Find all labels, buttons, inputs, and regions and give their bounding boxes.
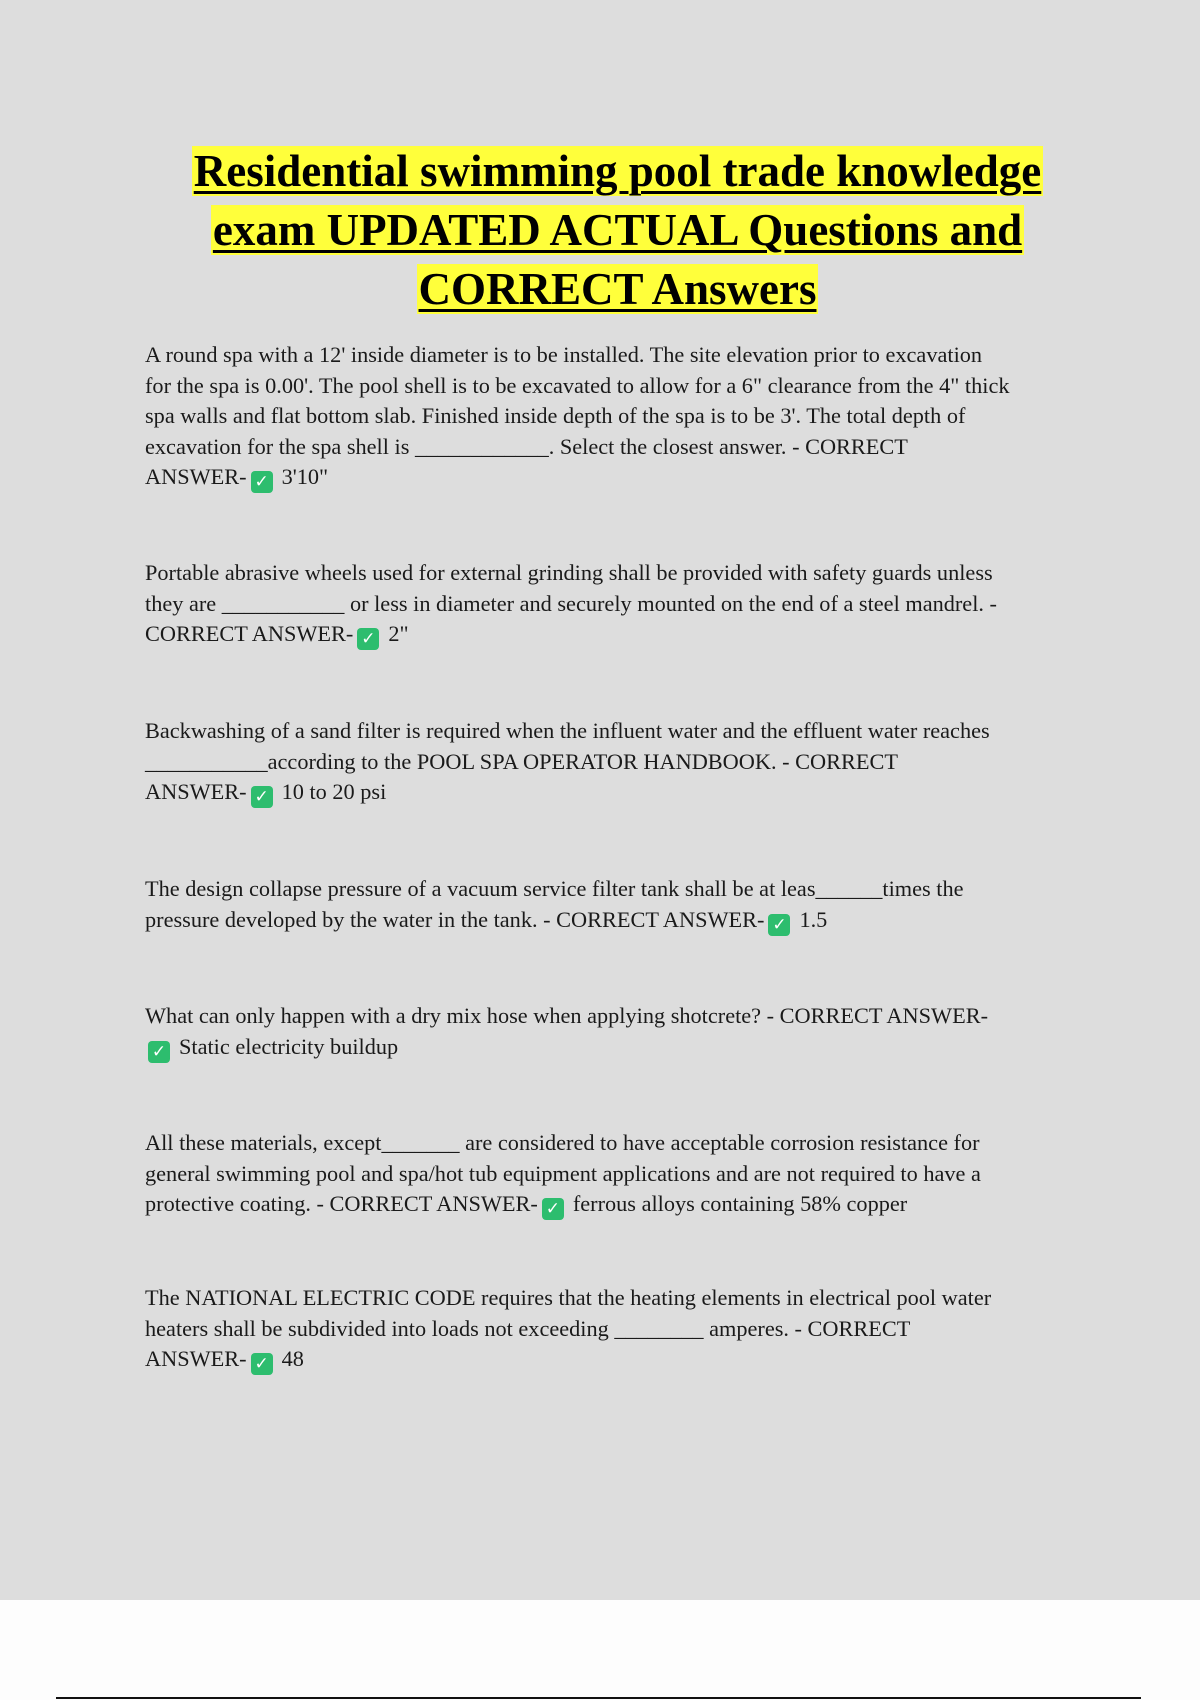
- question-line: All these materials, except_______ are considered to have acceptable corrosion resistance for: [145, 1130, 980, 1155]
- question-line: ___________according to the POOL SPA OPERATOR HANDBOOK. - CORRECT: [145, 748, 898, 774]
- qa-item-2: [145, 558, 1095, 650]
- answer-line: [145, 905, 1095, 936]
- answer-line: [145, 777, 1095, 808]
- page-footer-area: [0, 1600, 1200, 1700]
- footer-divider: [56, 1697, 1141, 1699]
- qa-item-6: [145, 1128, 1095, 1220]
- answer-line: [145, 1032, 1095, 1063]
- question-line: What can only happen with a dry mix hose when applying shotcrete? - CORRECT ANSWER-: [145, 1003, 988, 1028]
- answer-line: [145, 1189, 1095, 1220]
- question-line: Portable abrasive wheels used for external grinding shall be provided with safety guards unless: [145, 560, 993, 585]
- answer-text: 3'10": [281, 464, 329, 489]
- question-line: A round spa with a 12' inside diameter is to be installed. The site elevation prior to excavation: [145, 342, 983, 367]
- question-line: excavation for the spa shell is ____________. Select the closest answer. - CORRECT: [145, 433, 908, 459]
- title-line-1: Residential swimming pool trade knowledge: [193, 146, 1042, 196]
- question-line: they are ___________ or less in diameter and securely mounted on the end of a steel mandrel. -: [145, 590, 997, 616]
- question-line: The NATIONAL ELECTRIC CODE requires that the heating elements in electrical pool water: [145, 1285, 992, 1310]
- check-icon: ✓: [251, 471, 273, 493]
- answer-text: 10 to 20 psi: [281, 779, 387, 804]
- check-icon: ✓: [542, 1198, 564, 1220]
- qa-item-4: [145, 874, 1095, 936]
- answer-prefix: CORRECT ANSWER-: [145, 621, 354, 646]
- qa-item-7: [145, 1283, 1095, 1375]
- question-line: Backwashing of a sand filter is required when the influent water and the effluent water reaches: [145, 718, 990, 743]
- question-line: The design collapse pressure of a vacuum service filter tank shall be at leas______times the: [145, 876, 964, 901]
- check-icon: ✓: [251, 1353, 273, 1375]
- check-icon: ✓: [251, 786, 273, 808]
- answer-line: [145, 619, 1095, 650]
- qa-item-3: [145, 716, 1095, 808]
- answer-prefix: pressure developed by the water in the tank. - CORRECT ANSWER-: [145, 906, 765, 932]
- answer-prefix: protective coating. - CORRECT ANSWER-: [145, 1191, 538, 1216]
- check-icon: ✓: [148, 1041, 170, 1063]
- answer-prefix: ANSWER-: [145, 779, 247, 804]
- answer-prefix: ANSWER-: [145, 464, 247, 489]
- title-line-3: CORRECT Answers: [418, 264, 817, 314]
- answer-text: ferrous alloys containing 58% copper: [572, 1191, 908, 1216]
- check-icon: ✓: [357, 628, 379, 650]
- question-line: spa walls and flat bottom slab. Finished inside depth of the spa is to be 3'. The total depth of: [145, 403, 966, 428]
- answer-line: [145, 462, 1095, 493]
- answer-text: 1.5: [799, 906, 828, 932]
- question-line: for the spa is 0.00'. The pool shell is to be excavated to allow for a 6" clearance from the 4" thick: [145, 372, 1010, 398]
- answer-line: [145, 1344, 1095, 1375]
- answer-prefix: ANSWER-: [145, 1346, 247, 1371]
- answer-text: 2": [388, 621, 409, 646]
- title-line-2: exam UPDATED ACTUAL Questions and: [212, 205, 1023, 255]
- question-line: heaters shall be subdivided into loads not exceeding ________ amperes. - CORRECT: [145, 1315, 911, 1341]
- answer-text: 48: [281, 1346, 304, 1371]
- qa-item-5: [145, 1001, 1095, 1063]
- answer-text: Static electricity buildup: [179, 1033, 399, 1059]
- check-icon: ✓: [768, 914, 790, 936]
- question-line: general swimming pool and spa/hot tub equipment applications and are not required to have a: [145, 1160, 981, 1186]
- document-title: [120, 142, 1115, 319]
- qa-item-1: [145, 340, 1095, 493]
